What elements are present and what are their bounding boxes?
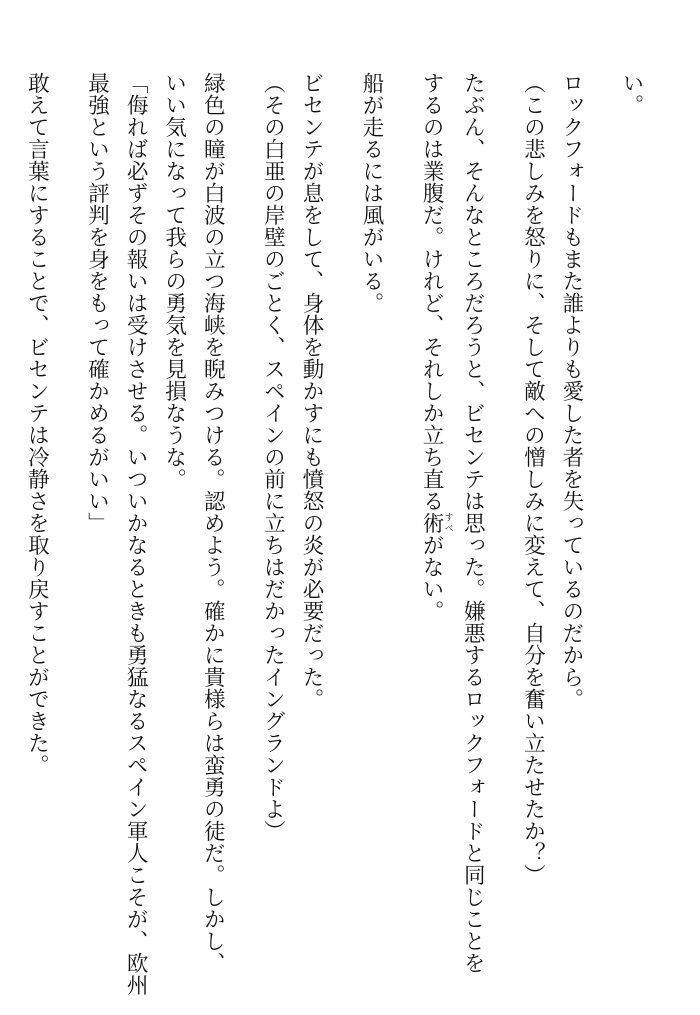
text-line-4: たぶん、そんなところだろうと、ビセンテは思った。嫌悪するロックフォードと同じことを	[460, 72, 486, 974]
text-line-2: ロックフォードもまた誰よりも愛した者を失っているのだから。	[558, 72, 584, 710]
text-line-3: （この悲しみを怒りに、そして敵への憎しみに変えて、自分を奮い立たせたか？）	[520, 72, 546, 886]
ruby-jutsu: 術すべ	[419, 512, 453, 534]
text-line-13: 敢えて言葉にすることで、ビセンテは冷静さを取り戻すことができた。	[24, 72, 50, 776]
text-line-11: 「侮れば必ずその報いは受けさせる。いついかなるときも勇猛なるスペイン軍人こそが、欧州	[123, 72, 149, 996]
text-line-12: 最強という評判を身をもって確かめるがいい」	[84, 72, 110, 534]
text-line-8: （その白亜の岸壁のごとく、スペインの前に立ちはだかったイングランドよ）	[260, 72, 286, 842]
vertical-text-body	[0, 72, 650, 996]
text-line-1: い。	[619, 72, 644, 116]
text-line-5	[412, 72, 453, 972]
text-line-5-main: するのは業腹だ。けれど、それしか立ち直る	[419, 72, 445, 512]
text-line-10: いい気になって我らの勇気を見損なうな。	[161, 72, 187, 490]
text-line-14	[0, 72, 17, 972]
text-line-5-tail: がない。	[419, 534, 445, 622]
ruby-jutsu-reading: すべ	[442, 512, 453, 534]
text-line-7: ビセンテが息をして、身体を動かすにも憤怒の炎が必要だった。	[298, 72, 324, 710]
text-line-6: 船が走るには風がいる。	[359, 72, 385, 314]
text-line-9: 緑色の瞳が白波の立つ海峡を睨みつける。認めよう。確かに貴様らは蛮勇の徒だ。しかし、	[200, 72, 226, 974]
